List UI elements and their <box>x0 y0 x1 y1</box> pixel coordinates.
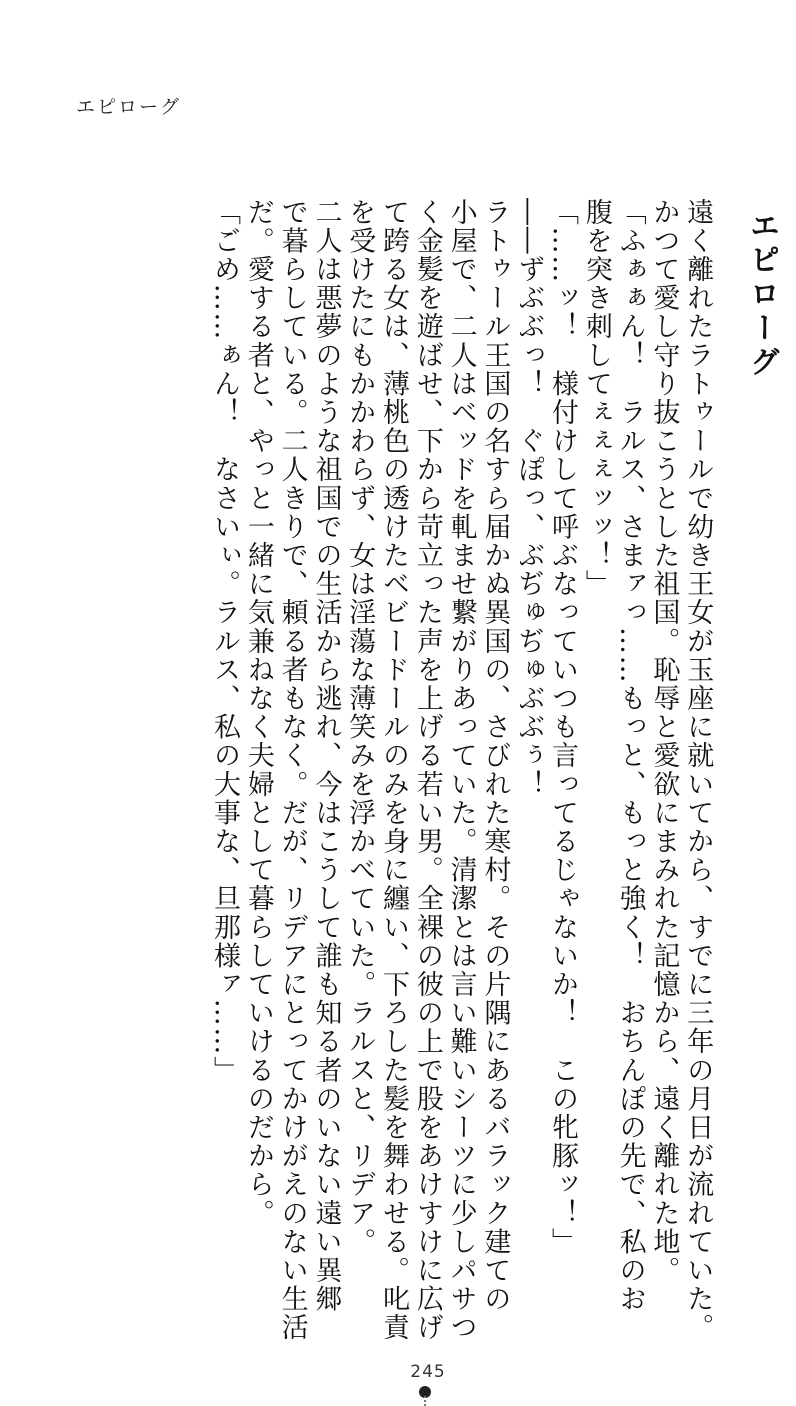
chapter-title: エピローグ <box>744 210 779 380</box>
text-line: 腹を突き刺してぇぇぇッッ！」 <box>580 198 612 599</box>
body-text <box>207 198 779 1342</box>
text-line: だ。愛する者と、やっと一緒に気兼ねなく夫婦として暮らしていけるのだから。 <box>242 198 274 1228</box>
text-line: て跨る女は、薄桃色の透けたベビードールのみを身に纏い、下ろした髪を舞わせる。叱責 <box>378 198 410 1342</box>
text-line: 遠く離れたラトゥールで幼き王女が玉座に就いてから、すでに三年の月日が流れていた。 <box>682 198 714 1342</box>
text-line: ――ずぶぶっ！ ぐぽっ、ぶぢゅぢゅぶぶぅ！ <box>513 198 545 799</box>
text-line: ラトゥール王国の名すら届かぬ異国の、さびれた寒村。その片隅にあるバラック建ての <box>479 198 511 1314</box>
text-line: を受けたにもかかわらず、女は淫蕩な薄笑みを浮かべていた。ラルスと、リデア。 <box>344 198 376 1257</box>
text-line: で暮らしている。二人きりで、頼る者もなく。だが、リデアにとってかけがえのない生活 <box>276 198 308 1342</box>
text-line: 「……ッ！ 様付けして呼ぶなっていつも言ってるじゃないか！ この牝豚ッ！」 <box>547 198 579 1257</box>
page-marker-line <box>424 1396 426 1406</box>
running-head: エピローグ <box>76 96 182 118</box>
text-line: 「ごめ……ぁん！ なさいぃ。ラルス、私の大事な、旦那様ァ……」 <box>209 198 241 1085</box>
text-line: 小屋で、二人はベッドを軋ませ繋がりあっていた。清潔とは言い難いシーツに少しパサつ <box>445 198 477 1342</box>
page-number: 245 <box>410 1362 446 1382</box>
text-line: 二人は悪夢のような祖国での生活から逃れ、今はこうして誰も知る者のいない遠い異郷 <box>310 198 342 1314</box>
text-line: 「ふぁぁん！ ラルス、さまァっ……もっと、もっと強く！ おちんぽの先で、私のお <box>614 198 646 1314</box>
text-line: く金髪を遊ばせ、下から苛立った声を上げる若い男。全裸の彼の上で股をあけすけに広げ <box>411 198 443 1342</box>
text-line: かつて愛し守り抜こうとした祖国。恥辱と愛欲にまみれた記憶から、遠く離れた地。 <box>648 198 680 1285</box>
